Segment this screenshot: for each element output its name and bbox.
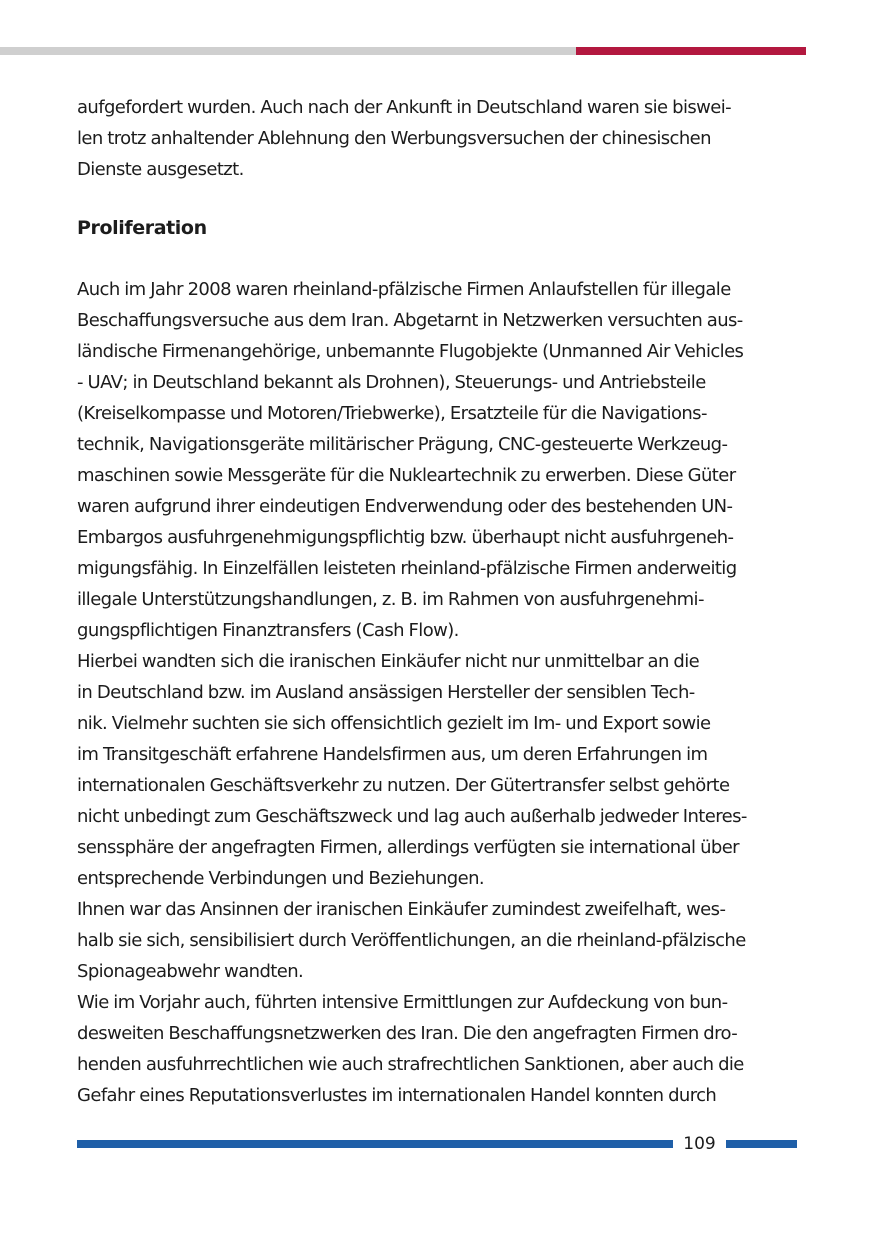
text-line: senssphäre der angefragten Firmen, allerdings verfügten sie international über — [77, 837, 739, 858]
text-line: migungsfähig. In Einzelfällen leisteten rheinland-pfälzische Firmen anderweitig — [77, 558, 737, 579]
text-line: nicht unbedingt zum Geschäftszweck und lag auch außerhalb jedweder Interes- — [77, 806, 747, 827]
text-line: in Deutschland bzw. im Ausland ansässigen Hersteller der sensiblen Tech- — [77, 682, 695, 703]
text-line: entsprechende Verbindungen und Beziehungen. — [77, 868, 484, 889]
section-heading: Proliferation — [77, 217, 207, 239]
footer-rule-right — [726, 1140, 797, 1148]
text-line: Spionageabwehr wandten. — [77, 961, 304, 982]
text-line: nik. Vielmehr suchten sie sich offensichtlich gezielt im Im- und Export sowie — [77, 713, 711, 734]
text-line: len trotz anhaltender Ablehnung den Werbungsversuchen der chinesischen — [77, 128, 711, 149]
text-line: Ihnen war das Ansinnen der iranischen Einkäufer zumindest zweifelhaft, wes- — [77, 899, 726, 920]
text-line: technik, Navigationsgeräte militärischer Prägung, CNC-gesteuerte Werkzeug- — [77, 434, 728, 455]
text-line: desweiten Beschaffungsnetzwerken des Iran. Die den angefragten Firmen dro- — [77, 1023, 738, 1044]
text-line: ländische Firmenangehörige, unbemannte Flugobjekte (Unmanned Air Vehicles — [77, 341, 744, 362]
text-line: aufgefordert wurden. Auch nach der Ankunft in Deutschland waren sie biswei- — [77, 97, 732, 118]
text-line: halb sie sich, sensibilisiert durch Veröffentlichungen, an die rheinland-pfälzische — [77, 930, 746, 951]
text-line: illegale Unterstützungshandlungen, z. B. im Rahmen von ausfuhrgenehmi- — [77, 589, 704, 610]
header-rule-red — [576, 47, 806, 55]
page-number: 109 — [683, 1134, 716, 1154]
footer-rule-left — [77, 1140, 673, 1148]
header-rule-gray — [0, 47, 576, 55]
text-line: waren aufgrund ihrer eindeutigen Endverwendung oder des bestehenden UN- — [77, 496, 733, 517]
text-line: Auch im Jahr 2008 waren rheinland-pfälzische Firmen Anlaufstellen für illegale — [77, 279, 731, 300]
paragraph-4 — [77, 894, 817, 987]
text-line: maschinen sowie Messgeräte für die Nukleartechnik zu erwerben. Diese Güter — [77, 465, 736, 486]
page-body — [77, 92, 817, 1111]
text-line: Gefahr eines Reputationsverlustes im internationalen Handel konnten durch — [77, 1085, 717, 1106]
text-line: Wie im Vorjahr auch, führten intensive Ermittlungen zur Aufdeckung von bun- — [77, 992, 728, 1013]
paragraph-1 — [77, 92, 817, 185]
text-line: Dienste ausgesetzt. — [77, 159, 244, 180]
text-line: Hierbei wandten sich die iranischen Einkäufer nicht nur unmittelbar an die — [77, 651, 700, 672]
paragraph-3 — [77, 646, 817, 894]
text-line: (Kreiselkompasse und Motoren/Triebwerke), Ersatzteile für die Navigations- — [77, 403, 707, 424]
text-line: internationalen Geschäftsverkehr zu nutzen. Der Gütertransfer selbst gehörte — [77, 775, 730, 796]
text-line: gungspflichtigen Finanztransfers (Cash Flow). — [77, 620, 459, 641]
paragraph-2 — [77, 274, 817, 646]
text-line: Beschaffungsversuche aus dem Iran. Abgetarnt in Netzwerken versuchten aus- — [77, 310, 743, 331]
text-line: im Transitgeschäft erfahrene Handelsfirmen aus, um deren Erfahrungen im — [77, 744, 708, 765]
text-line: henden ausfuhrrechtlichen wie auch strafrechtlichen Sanktionen, aber auch die — [77, 1054, 744, 1075]
text-line: Embargos ausfuhrgenehmigungspflichtig bzw. überhaupt nicht ausfuhrgeneh- — [77, 527, 734, 548]
paragraph-5 — [77, 987, 817, 1111]
text-line: - UAV; in Deutschland bekannt als Drohnen), Steuerungs- und Antriebsteile — [77, 372, 706, 393]
